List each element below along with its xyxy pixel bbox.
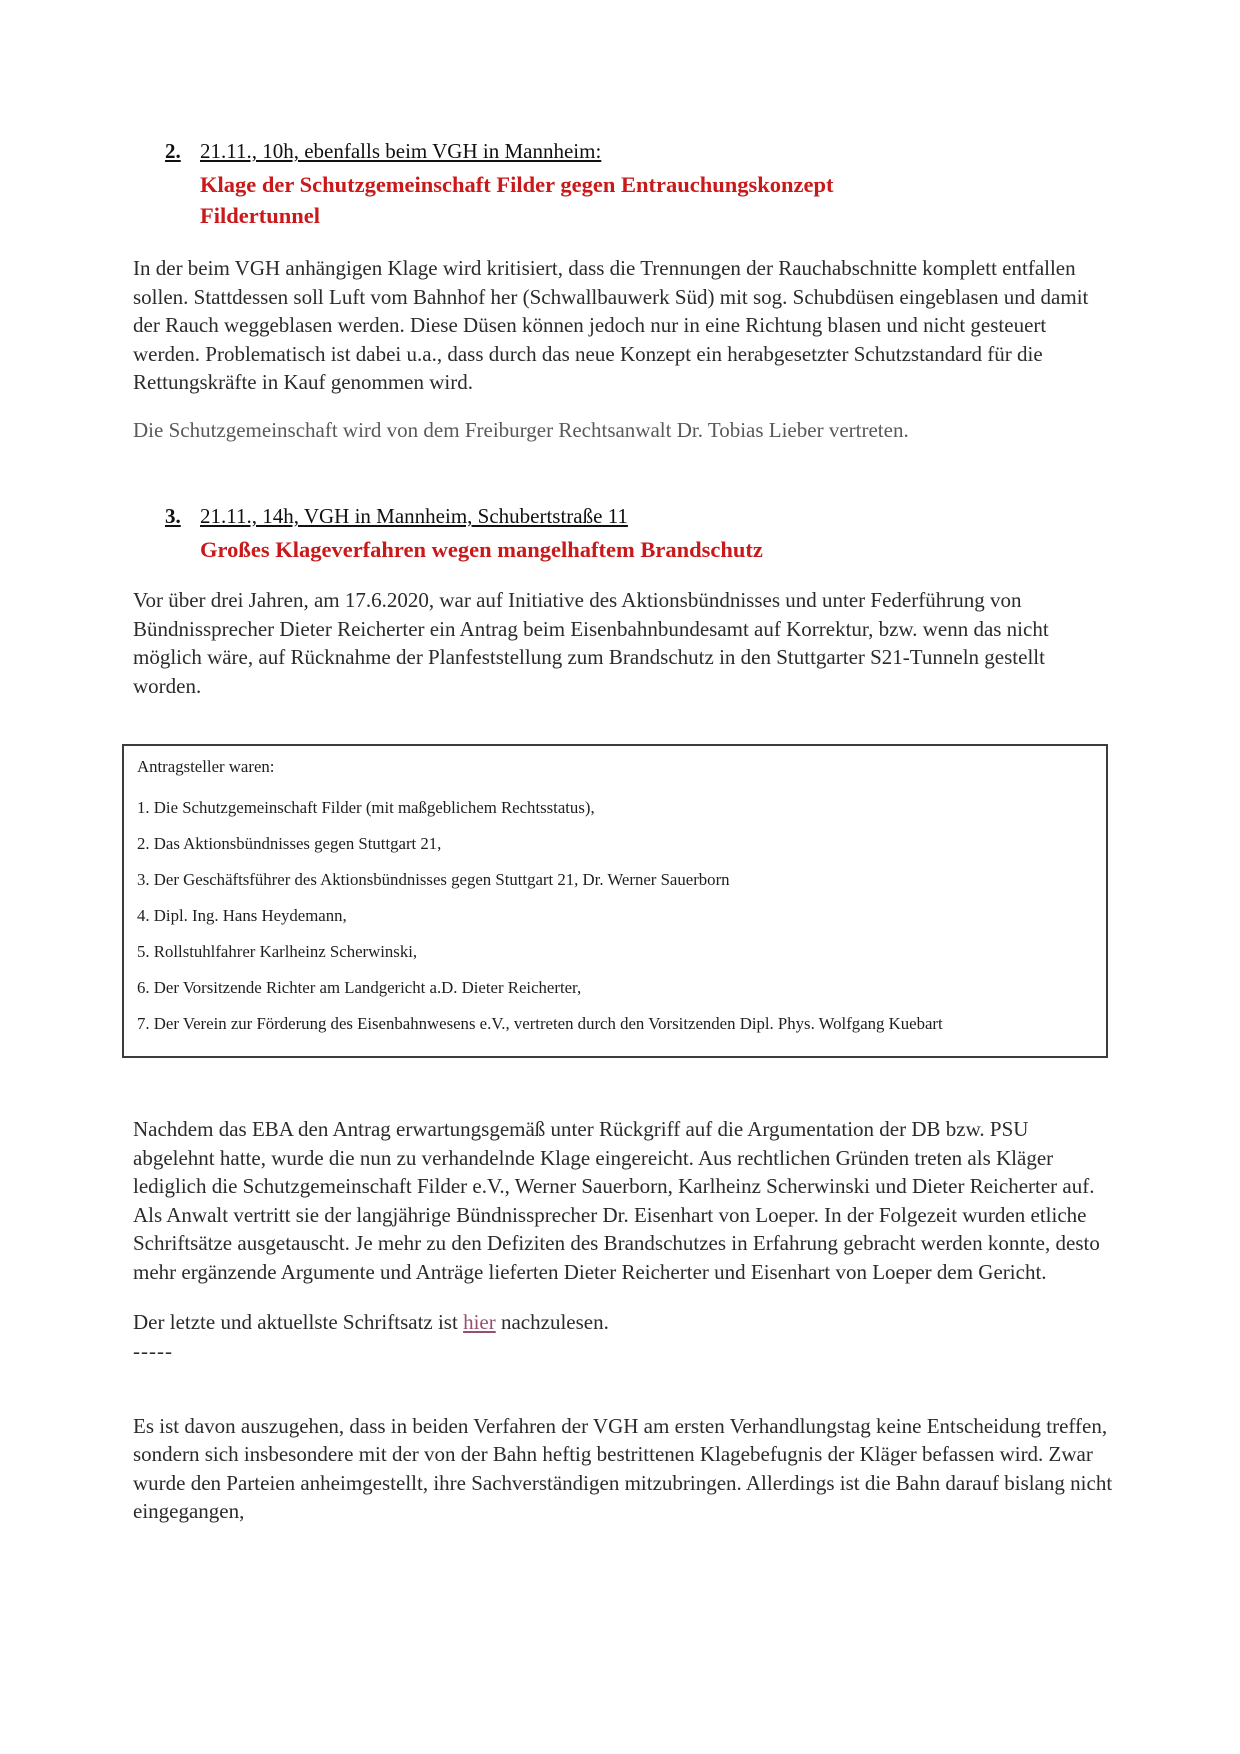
antragsteller-item-7: 7. Der Verein zur Förderung des Eisenbahnwesens e.V., vertreten durch den Vorsitzenden Dipl. Phys. Wolfgang Kuebart — [137, 1014, 943, 1033]
antragsteller-item-3: 3. Der Geschäftsführer des Aktionsbündnisses gegen Stuttgart 21, Dr. Werner Sauerborn — [137, 870, 730, 889]
schriftsatz-line — [133, 1308, 1115, 1337]
section-2-dateline: 21.11., 10h, ebenfalls beim VGH in Mannheim: — [200, 139, 602, 163]
section-2-heading — [165, 136, 1115, 166]
hier-link[interactable]: hier — [463, 1310, 496, 1334]
section-3-dateline: 21.11., 14h, VGH in Mannheim, Schubertstraße 11 — [200, 504, 628, 528]
section-3-heading — [165, 501, 1115, 531]
antragsteller-item-6: 6. Der Vorsitzende Richter am Landgericht a.D. Dieter Reicherter, — [137, 978, 582, 997]
section-2-title-line2: Fildertunnel — [200, 203, 321, 228]
divider-dashes: ----- — [133, 1338, 173, 1363]
section-3-number: 3. — [165, 504, 181, 528]
section-3-title-line1: Großes Klageverfahren wegen mangelhaftem Brandschutz — [200, 537, 763, 562]
antragsteller-box-title: Antragsteller waren: — [137, 757, 275, 776]
schriftsatz-text-after: nachzulesen. — [495, 1310, 609, 1334]
antragsteller-item-2: 2. Das Aktionsbündnisses gegen Stuttgart 21, — [137, 834, 442, 853]
antragsteller-item-4: 4. Dipl. Ing. Hans Heydemann, — [137, 906, 347, 925]
paragraph-eba-klage: Nachdem das EBA den Antrag erwartungsgemäß unter Rückgriff auf die Argumentation der DB bzw. PSU abgelehnt hatte, wurde die nun zu verhandelnde Klage eingereicht. Aus rechtlichen Gründen treten als Kläger lediglich die Schutzgemeinschaft Filder e.V., Werner Sauerborn, Karlheinz Scherwinski und Dieter Reicherter auf. Als Anwalt vertritt sie der langjährige Bündnissprecher Dr. Eisenhart von Loeper. In der Folgezeit wurden etliche Schriftsätze ausgetauscht. Je mehr zu den Defiziten des Brandschutzes in Erfahrung gebracht werden konnte, desto mehr ergänzende Argumente und Anträge lieferten Dieter Reicherter und Eisenhart von Loeper dem Gericht. — [133, 1117, 1100, 1284]
section-2-title — [200, 169, 1115, 231]
section-3-title — [200, 534, 1115, 565]
antragsteller-item-1: 1. Die Schutzgemeinschaft Filder (mit maßgeblichem Rechtsstatus), — [137, 798, 595, 817]
paragraph-antrag: Vor über drei Jahren, am 17.6.2020, war auf Initiative des Aktionsbündnisses und unter Federführung von Bündnissprecher Dieter Reicherter ein Antrag beim Eisenbahnbundesamt auf Korrektur, bzw. wenn das nicht möglich wäre, auf Rücknahme der Planfeststellung zum Brandschutz in den Stuttgarter S21-Tunneln gestellt worden. — [133, 588, 1049, 698]
attorney-note: Die Schutzgemeinschaft wird von dem Freiburger Rechtsanwalt Dr. Tobias Lieber vertreten. — [133, 417, 909, 442]
paragraph-ausblick: Es ist davon auszugehen, dass in beiden Verfahren der VGH am ersten Verhandlungstag keine Entscheidung treffen, sondern sich insbesondere mit der von der Bahn heftig bestrittenen Klagebefugnis der Kläger befassen wird. Zwar wurde den Parteien anheimgestellt, ihre Sachverständigen mitzubringen. Allerdings ist die Bahn darauf bislang nicht eingegangen, — [133, 1413, 1113, 1523]
schriftsatz-text-before: Der letzte und aktuellste Schriftsatz ist — [133, 1310, 464, 1334]
antragsteller-item-5: 5. Rollstuhlfahrer Karlheinz Scherwinski, — [137, 942, 418, 961]
antragsteller-box — [122, 744, 1108, 1058]
paragraph-entrauchung: In der beim VGH anhängigen Klage wird kritisiert, dass die Trennungen der Rauchabschnitte komplett entfallen sollen. Stattdessen soll Luft vom Bahnhof her (Schwallbauwerk Süd) mit sog. Schubdüsen eingeblasen und damit der Rauch weggeblasen werden. Diese Düsen können jedoch nur in eine Richtung blasen und nicht gesteuert werden. Problematisch ist dabei u.a., dass durch das neue Konzept ein herabgesetzter Schutzstandard für die Rettungskräfte in Kauf genommen wird. — [133, 256, 1089, 394]
section-2-number: 2. — [165, 139, 181, 163]
section-2-title-line1: Klage der Schutzgemeinschaft Filder gegen Entrauchungskonzept — [200, 172, 834, 197]
